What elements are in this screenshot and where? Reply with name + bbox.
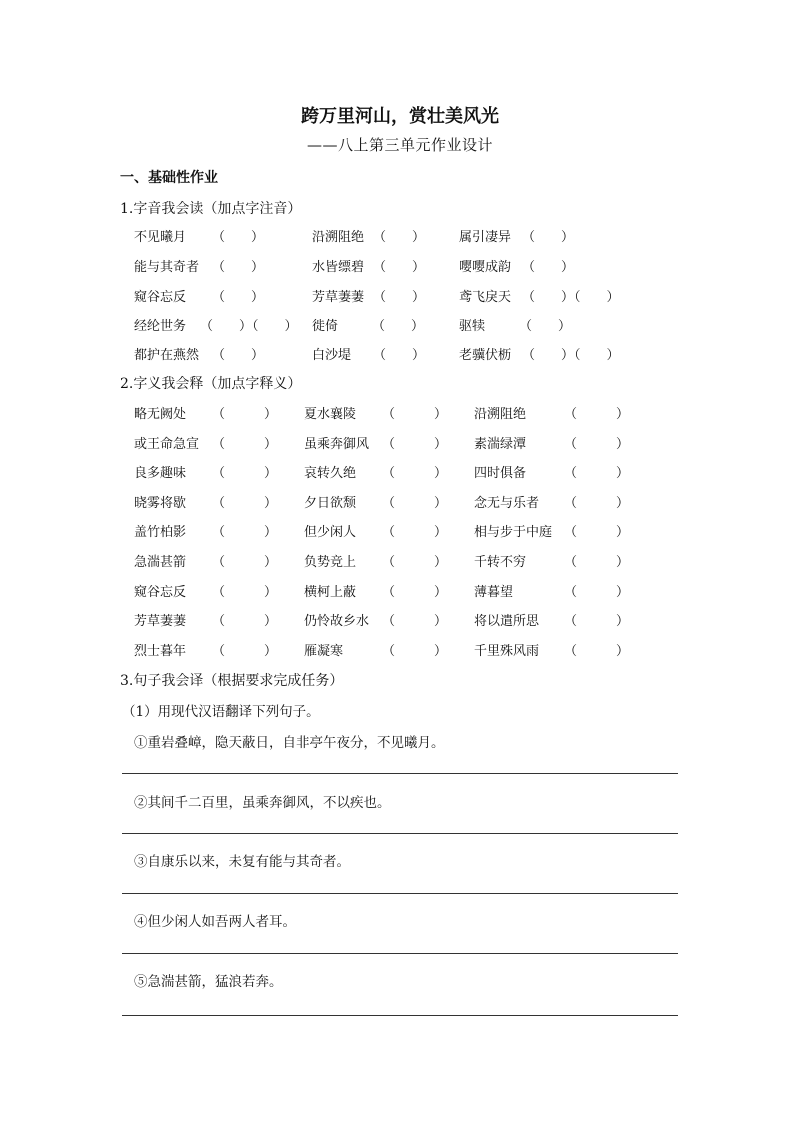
pronunciation-item: 驱犊: [459, 319, 486, 334]
answer-blank[interactable]: （ ）: [212, 260, 265, 275]
answer-blank[interactable]: （ ）: [212, 466, 278, 482]
meaning-item: 四时俱备: [474, 466, 527, 482]
question-1-heading: 1.字音我会读（加点字注音）: [120, 201, 302, 217]
answer-blank[interactable]: （ ）: [373, 260, 426, 275]
translation-sentence: ④但少闲人如吾两人者耳。: [134, 914, 296, 930]
answer-blank[interactable]: （ ）: [373, 230, 426, 245]
answer-blank[interactable]: （ ）: [212, 643, 278, 659]
section-heading: 一、基础性作业: [120, 170, 218, 186]
meaning-item: 哀转久绝: [304, 466, 357, 482]
meaning-item: 或王命急宣: [134, 436, 200, 452]
meaning-item: 相与步于中庭: [474, 525, 553, 541]
meaning-item: 略无阙处: [134, 407, 187, 422]
answer-blank[interactable]: （ ）: [382, 614, 448, 630]
answer-blank[interactable]: （ ）: [382, 436, 448, 452]
answer-blank[interactable]: （ ）: [373, 348, 426, 363]
translation-sentence: ③自康乐以来，未复有能与其奇者。: [134, 854, 350, 870]
answer-line[interactable]: [122, 1015, 678, 1016]
meaning-item: 素湍绿潭: [474, 436, 527, 452]
page-title: 跨万里河山，赏壮美风光: [301, 106, 499, 127]
meaning-item: 负势竞上: [304, 555, 357, 570]
pronunciation-item: 窥谷忘反: [134, 290, 187, 305]
answer-blank[interactable]: （ ）: [212, 555, 278, 570]
meaning-item: 夕日欲颓: [304, 495, 357, 511]
pronunciation-item: 属引凄异: [459, 230, 512, 245]
meaning-item: 横柯上蔽: [304, 584, 357, 600]
answer-blank[interactable]: （ ）: [382, 525, 448, 541]
translation-sentence: ⑤急湍甚箭，猛浪若奔。: [134, 974, 283, 990]
meaning-item: 芳草萋萋: [134, 614, 187, 630]
page-subtitle: ——八上第三单元作业设计: [306, 136, 493, 154]
meaning-item: 沿溯阻绝: [474, 407, 527, 422]
answer-blank[interactable]: （ ）: [212, 584, 278, 600]
meaning-item: 盖竹柏影: [134, 525, 187, 541]
answer-blank[interactable]: （ ）: [382, 584, 448, 600]
answer-blank[interactable]: （ ）: [564, 466, 630, 482]
translation-sentence: ②其间千二百里，虽乘奔御风，不以疾也。: [134, 795, 391, 811]
answer-blank[interactable]: （ ）: [382, 466, 448, 482]
answer-blank[interactable]: （ ）: [212, 614, 278, 630]
meaning-item: 念无与乐者: [474, 495, 540, 511]
meaning-item: 夏水襄陵: [304, 407, 357, 422]
answer-blank[interactable]: （ ）: [522, 230, 575, 245]
meaning-item: 千里殊风雨: [474, 643, 540, 659]
pronunciation-item: 白沙堤: [312, 348, 352, 363]
answer-blank[interactable]: （ ）: [212, 407, 278, 422]
meaning-item: 虽乘奔御风: [304, 436, 370, 452]
answer-blank[interactable]: （ ）: [212, 495, 278, 511]
answer-blank[interactable]: （ ）: [519, 319, 572, 334]
question-3-heading: 3.句子我会译（根据要求完成任务）: [120, 673, 344, 689]
answer-blank[interactable]: （ ）: [382, 407, 448, 422]
meaning-item: 良多趣味: [134, 466, 187, 482]
meaning-item: 雁凝寒: [304, 643, 344, 659]
answer-blank[interactable]: （ ）: [212, 436, 278, 452]
meaning-item: 烈士暮年: [134, 643, 187, 659]
question-2-heading: 2.字义我会释（加点字释义）: [120, 376, 302, 392]
answer-blank[interactable]: （ ）: [212, 348, 265, 363]
answer-line[interactable]: [122, 953, 678, 954]
pronunciation-item: 徙倚: [312, 319, 339, 334]
pronunciation-item: 沿溯阻绝: [312, 230, 365, 245]
pronunciation-item: 经纶世务: [134, 319, 187, 334]
answer-blank[interactable]: （ ）: [212, 525, 278, 541]
meaning-item: 晓雾将歇: [134, 495, 187, 511]
answer-blank[interactable]: （ ）: [564, 643, 630, 659]
question-3-subheading: （1）用现代汉语翻译下列句子。: [122, 704, 320, 720]
answer-blank[interactable]: （ ）（ ）: [200, 319, 298, 334]
pronunciation-item: 不见曦月: [134, 230, 187, 245]
answer-blank[interactable]: （ ）（ ）: [522, 348, 620, 363]
pronunciation-item: 能与其奇者: [134, 260, 200, 275]
pronunciation-item: 都护在燕然: [134, 348, 200, 363]
answer-blank[interactable]: （ ）: [522, 260, 575, 275]
meaning-item: 急湍甚箭: [134, 555, 187, 570]
answer-line[interactable]: [122, 893, 678, 894]
answer-blank[interactable]: （ ）: [564, 525, 630, 541]
answer-blank[interactable]: （ ）: [564, 614, 630, 630]
answer-blank[interactable]: （ ）: [382, 495, 448, 511]
answer-line[interactable]: [122, 833, 678, 834]
meaning-item: 但少闲人: [304, 525, 357, 541]
answer-blank[interactable]: （ ）: [212, 290, 265, 305]
answer-blank[interactable]: （ ）: [372, 319, 425, 334]
answer-blank[interactable]: （ ）: [564, 495, 630, 511]
pronunciation-item: 水皆缥碧: [312, 260, 365, 275]
meaning-item: 将以遣所思: [474, 614, 540, 630]
pronunciation-item: 嘤嘤成韵: [459, 260, 512, 275]
answer-blank[interactable]: （ ）: [382, 555, 448, 570]
answer-blank[interactable]: （ ）（ ）: [522, 290, 620, 305]
answer-blank[interactable]: （ ）: [564, 584, 630, 600]
answer-blank[interactable]: （ ）: [564, 407, 630, 422]
meaning-item: 窥谷忘反: [134, 584, 187, 600]
translation-sentence: ①重岩叠嶂，隐天蔽日，自非亭午夜分，不见曦月。: [134, 735, 445, 751]
answer-blank[interactable]: （ ）: [212, 230, 265, 245]
answer-blank[interactable]: （ ）: [564, 436, 630, 452]
answer-line[interactable]: [122, 773, 678, 774]
pronunciation-item: 鸢飞戾天: [459, 290, 512, 305]
meaning-item: 薄暮望: [474, 584, 514, 600]
pronunciation-item: 老骥伏枥: [459, 348, 512, 363]
answer-blank[interactable]: （ ）: [373, 290, 426, 305]
pronunciation-item: 芳草萋萋: [312, 290, 365, 305]
meaning-item: 千转不穷: [474, 555, 527, 570]
answer-blank[interactable]: （ ）: [382, 643, 448, 659]
answer-blank[interactable]: （ ）: [564, 555, 630, 570]
meaning-item: 仍怜故乡水: [304, 614, 370, 630]
